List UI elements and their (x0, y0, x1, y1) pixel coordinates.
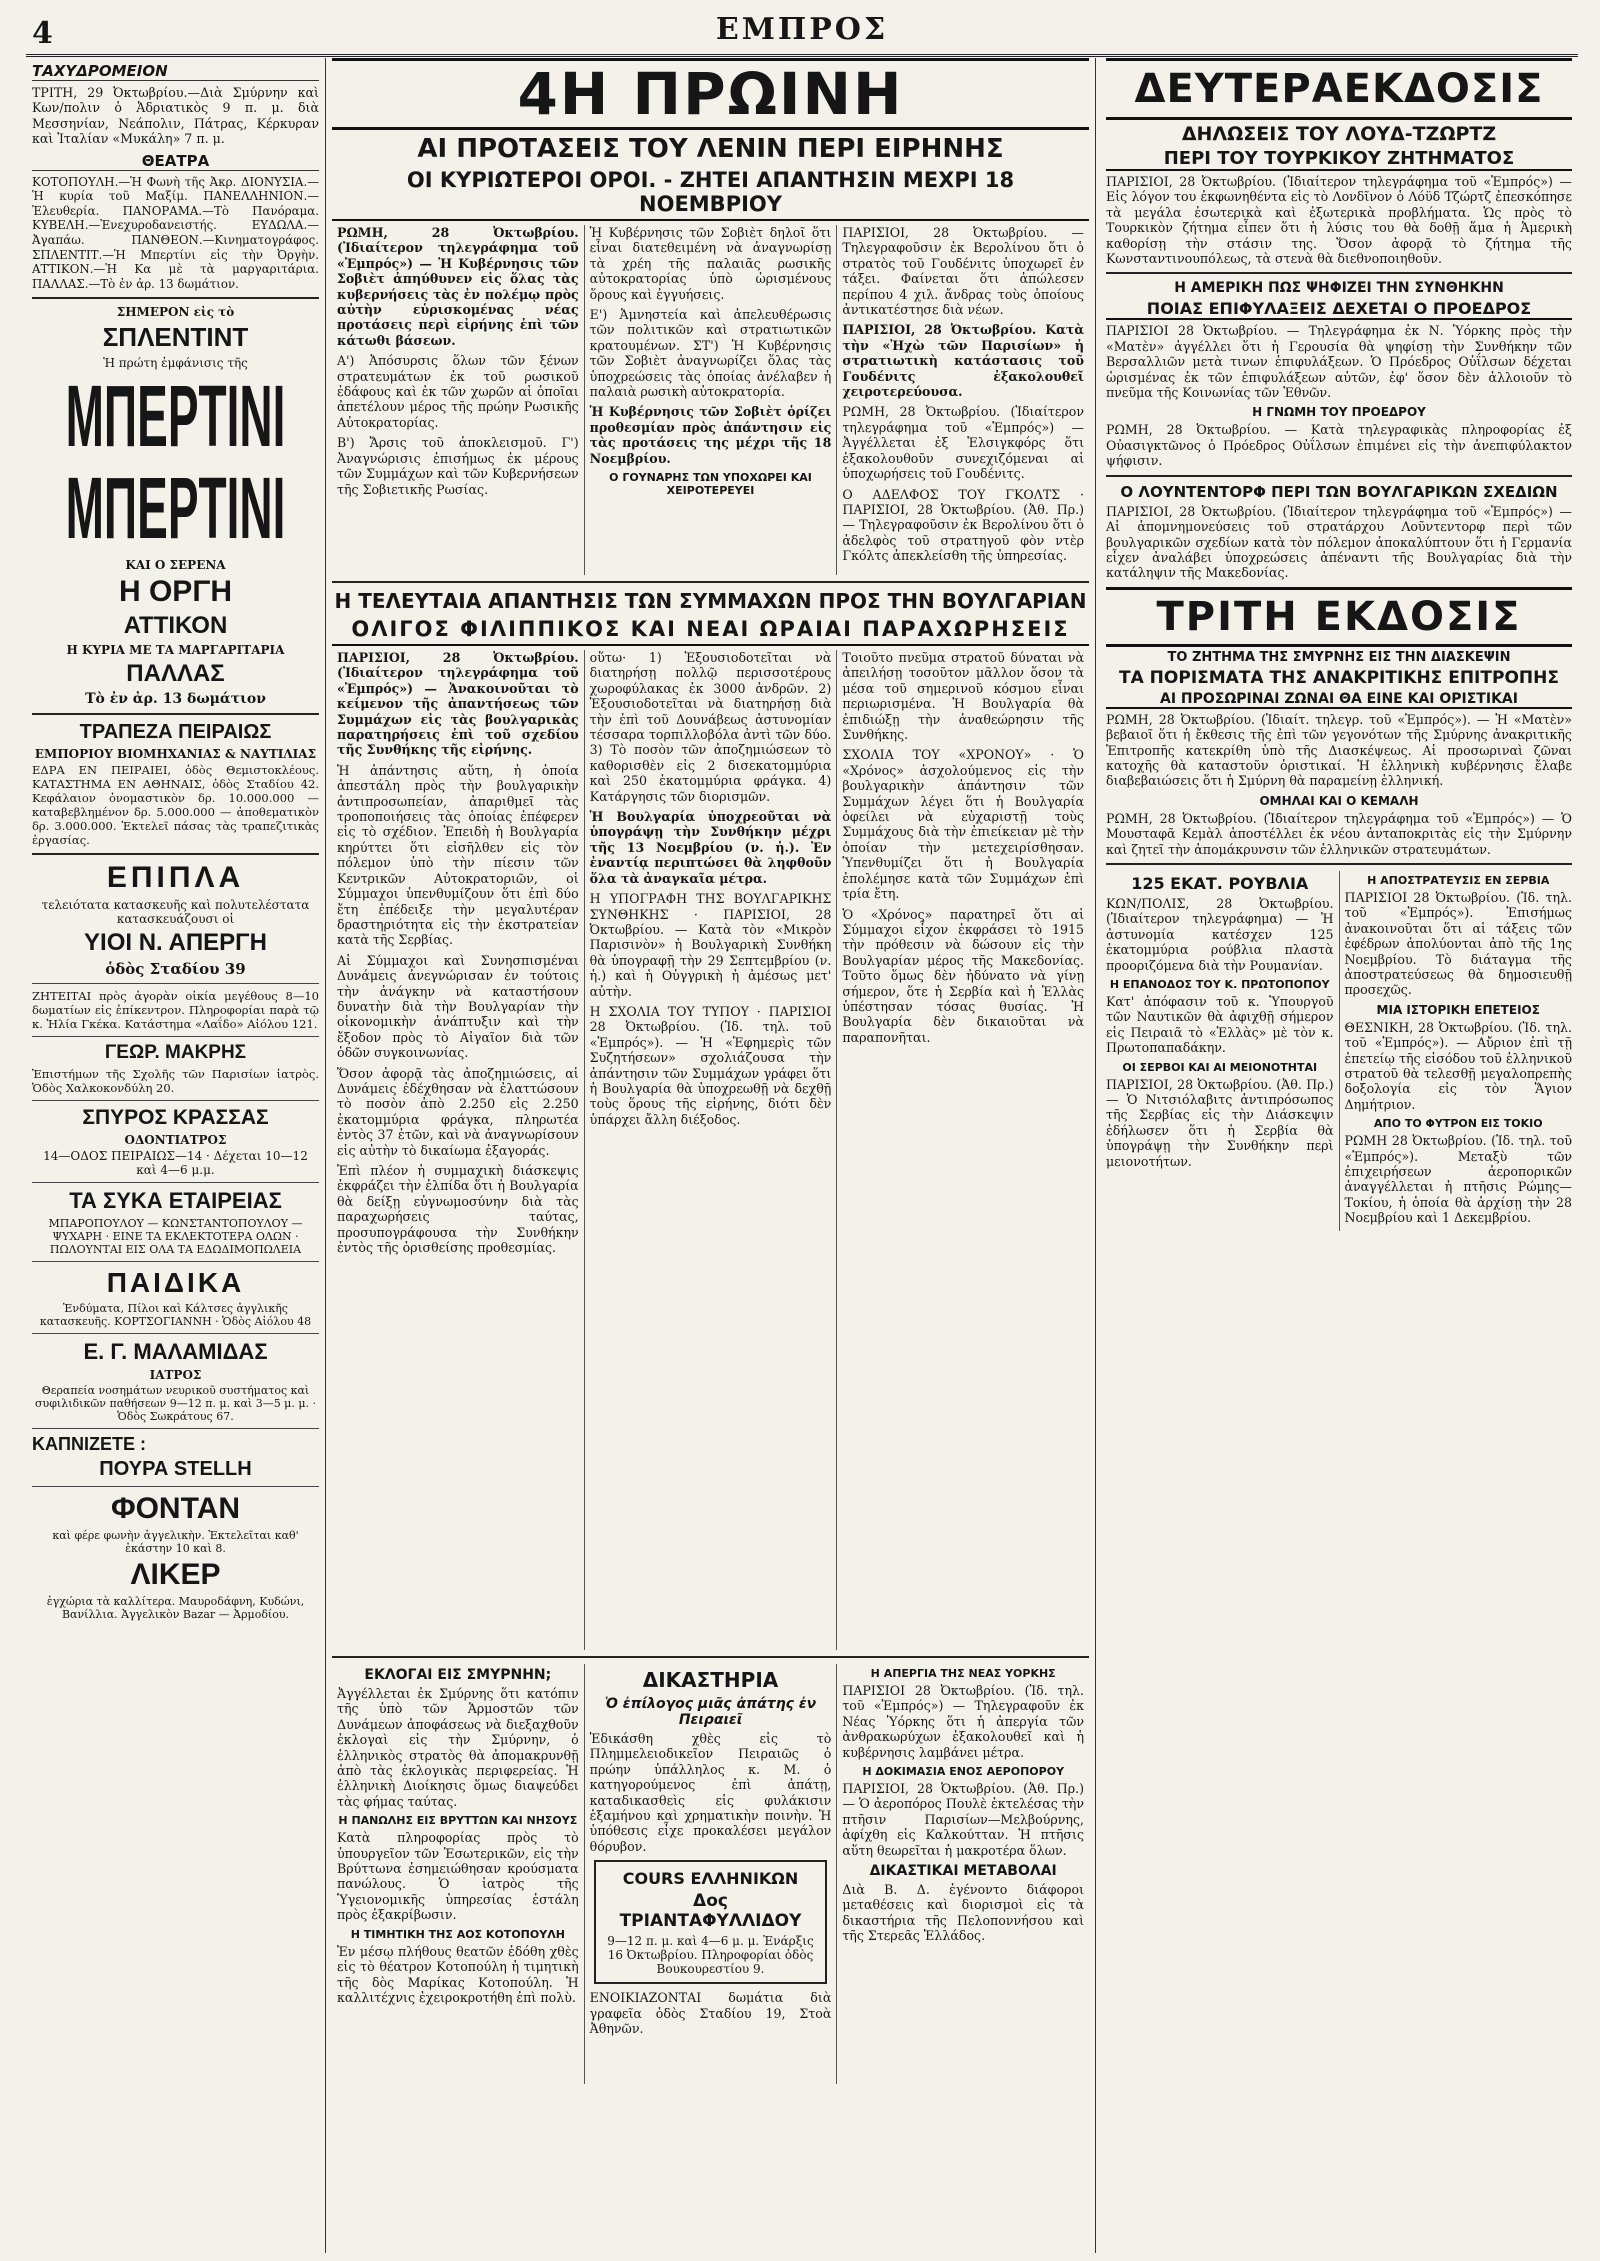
bulgaria-p12: Ὁ «Χρόνος» παρατηρεῖ ὅτι αἱ Σύμμαχοι εἶχον ἐκφράσει τὸ 1915 τὴν πρόθεσιν νὰ δώσουν εἰς τὴν Βουλγαρίαν μέρος τῆς Μακεδονίας. Τοῦτο ὅμως δὲν ἠδύνατο νὰ γίνῃ σήμερον, ὅτε ἡ Σερβία καὶ ἡ Ἑλλὰς ὑπέστησαν τόσας θυσίας. Ἡ Βουλγαρία δὲν δικαιοῦται νὰ παραπονῆται. (842, 906, 1085, 1045)
malamidas-name: Ε. Γ. ΜΑΛΑΜΙΔΑΣ (83, 1339, 268, 1365)
bulgaria-p11: ΣΧΟΛΙΑ ΤΟΥ «ΧΡΟΝΟΥ» · Ὁ «Χρόνος» ἀσχολούμενος εἰς τὴν βουλγαρικὴν ἀπάντησιν τῶν Συμμάχων λέγει ὅτι ἡ Βουλγαρία ὀφείλει νὰ εὐχαριστῇ τοὺς Συμμάχους διὰ τὴν ἐπιείκειαν μὲ τὴν ὁποίαν τὴν μετεχειρίσθησαν. Ὑπενθυμίζει ὅτι ἡ Βουλγαρία ἐπολέμησε κατὰ τῶν Συμμάχων ἐπὶ τρία ἔτη. (842, 747, 1085, 902)
president-heading: Η ΓΝΩΜΗ ΤΟΥ ΠΡΟΕΔΡΟΥ (1252, 405, 1426, 420)
smyrna-elections-text: Ἀγγέλλεται ἐκ Σμύρνης ὅτι κατόπιν τῆς ὑπὸ τῶν Ἁρμοστῶν τῶν Δυνάμεων ἀποφάσεως νὰ διεξαχθοῦν ἐκλογαὶ εἰς τὴν Σμύρνην, ὁ ἑλληνικὸς στρατὸς θὰ ἀπομακρυνθῇ ἀπὸ τὰς ἐκλογικὰς περιφερείας. Ἡ ἑλληνικὴ Διοίκησις ὅμως διαψεύδει τὰς φήμας ταύτας. (337, 1686, 579, 1809)
malamidas-sub: ΙΑΤΡΟΣ (149, 1368, 202, 1383)
lower-news (332, 1664, 1089, 2084)
krassas-address: 14—ΟΔΟΣ ΠΕΙΡΑΙΩΣ—14 · Δέχεται 10—12 καὶ 4—6 μ.μ. (43, 1149, 308, 1178)
roubles-text: ΚΩΝ/ΠΟΛΙΣ, 28 Ὀκτωβρίου. (Ἰδιαίτερον τηλεγράφημα) — Ἡ ἀστυνομία κατέσχεν 125 ἑκατομμύρια ρούβλια πλαστὰ προοριζόμενα διὰ τὴν Ρουμανίαν. (1106, 895, 1334, 973)
orgi-title: Η ΟΡΓΗ (118, 575, 233, 609)
lenin-headline: ΑΙ ΠΡΟΤΑΣΕΙΣ ΤΟΥ ΛΕΝΙΝ ΠΕΡΙ ΕΙΡΗΝΗΣ (417, 134, 1004, 164)
tokyo-heading: ΑΠΟ ΤΟ ΦΥΤΡΟΝ ΕΙΣ ΤΟΚΙΟ (1373, 1117, 1543, 1131)
bulgaria-article (332, 650, 1089, 1650)
furniture-text: τελειότατα κατασκευῆς καὶ πολυτελέστατα κατασκευάζουσι οἱ (41, 898, 310, 927)
bulgaria-p8: Η ΥΠΟΓΡΑΦΗ ΤΗΣ ΒΟΥΛΓΑΡΙΚΗΣ ΣΥΝΘΗΚΗΣ · ΠΑΡΙΣΙΟΙ, 28 Ὀκτωβρίου. — Κατὰ τὸν «Μικρὸν Παρισινὸν» ἡ Βουλγαρικὴ Συνθήκη θὰ ὑπογραφῇ τὴν 29 Σεπτεμβρίου (ν. ἡ.) καὶ ἡ Οὑγγρικὴ ἡ ἀμέσως μετ' αὐτὴν. (589, 891, 832, 999)
judicial-text: Διὰ Β. Δ. ἐγένοντο διάφοροι μεταθέσεις καὶ διορισμοὶ εἰς τὰ δικαστήρια τῆς Πελοποννήσου καὶ τῆς Στερεᾶς Ἑλλάδος. (842, 1882, 1085, 1944)
president-text: ΡΩΜΗ, 28 Ὀκτωβρίου. — Κατὰ τηλεγραφικὰς πληροφορίας ἐξ Οὐασιγκτῶνος ὁ Πρόεδρος Οὐΐλσων ἐπιμένει εἰς τὴν ἀνεπιφύλακτον ψήφισιν. (1106, 422, 1572, 469)
lenin-p2: Α') Ἀπόσυρσις ὅλων τῶν ξένων στρατευμάτων ἐκ τοῦ ρωσικοῦ ἐδάφους καὶ ἐκ τῶν χωρῶν αἱ ὁποῖαι ἀπετέλουν μέρος τῆς πρώην Ρωσικῆς Αὐτοκρατορίας. (337, 353, 579, 430)
lenin-p6: Ἡ Κυβέρνησις τῶν Σοβιὲτ ὁρίζει προθεσμίαν πρὸς ἀπάντησιν εἰς τὰς προτάσεις της μέχρι τῆς 18 Νοεμβρίου. (589, 404, 832, 466)
post-heading: ΤΑΧΥΔΡΟΜΕΙΟΝ (32, 62, 319, 81)
first-appearance: Ἡ πρώτη ἐμφάνισις τῆς (103, 356, 248, 371)
fontan-title: ΦΟΝΤΑΝ (110, 1492, 241, 1526)
wanted-ad: ΖΗΤΕΙΤΑΙ πρὸς ἀγορὰν οἰκία μεγέθους 8—10 δωματίων εἰς ἐπίκεντρον. Πληροφορίαι παρὰ τῷ κ. Ἠλία Γκέκα. Κατάστημα «Λαΐδο» Αἰόλου 121. (32, 989, 319, 1032)
lloyd-george-headline: ΔΗΛΩΣΕΙΣ ΤΟΥ ΛΟΥΔ-ΤΖΩΡΤΖ (1181, 123, 1497, 145)
serena-line: ΚΑΙ Ο ΣΕΡΕΝΑ (125, 558, 226, 573)
theatres-heading: ΘΕΑΤΡΑ (32, 152, 319, 171)
lenin-p10: Ο ΑΔΕΛΦΟΣ ΤΟΥ ΓΚΟΛΤΣ · ΠΑΡΙΣΙΟΙ, 28 Ὀκτωβρίου. (Ἀθ. Πρ.) — Τηλεγραφοῦσιν ἐκ Βερολίνου ὅτι ὁ ἀδελφὸς τοῦ στρατηγοῦ φὸν ντὲρ Γκόλτς ἀπεκλείσθη τῆς ὑπηρεσίας. (842, 486, 1085, 564)
apergis-address: ὁδὸς Σταδίου 39 (105, 960, 246, 979)
smyrna-conference-text: ΡΩΜΗ, 28 Ὀκτωβρίου. (Ἰδιαίτ. τηλεγρ. τοῦ «Ἐμπρός»). — Ἡ «Ματὲν» βεβαιοῖ ὅτι ἡ ἔκθεσις τῆς ἐπὶ τῶν γεγονότων τῆς Σμύρνης ἀνακριτικῆς Ἐπιτροπῆς κατεκρίθη ὑπὸ τῆς Διασκέψεως. Αἱ προσωριναὶ ζῶναι κατοχῆς θὰ καταστοῦν ὁριστικαί. Ἡ ἑλληνικὴ κυβέρνησις ἔλαβε διαβεβαιώσεις ὅτι ἡ Σμύρνη θὰ παραμείνῃ ἑλληνική. (1106, 711, 1572, 789)
america-text: ΠΑΡΙΣΙΟΙ 28 Ὀκτωβρίου. — Τηλεγράφημα ἐκ Ν. Ὑόρκης πρὸς τὴν «Ματὲν» ἀγγέλλει ὅτι ἡ Γερουσία θὰ ψηφίσῃ τὴν Συνθήκην τῶν Βερσαλλιῶν μετὰ τινων ἐπιφυλάξεων. Ὁ Πρόεδρος Οὐΐλσων δέχεται ὡρισμένας ἐκ τῶν ἐπιφυλάξεων αὐτῶν, ἐφ' ὅσον δὲν ἀλλοιοῦν τὸ πνεῦμα τῆς Κοινωνίας τῶν Ἐθνῶν. (1106, 323, 1572, 401)
lenin-p4: Ἡ Κυβέρνησις τῶν Σοβιὲτ δηλοῖ ὅτι εἶναι διατεθειμένη νὰ ἀναγνωρίσῃ τὰ χρέη τῆς παλαιᾶς ρωσικῆς αὐτοκρατορίας ὑπὸ ὡρισμένους ὅρους καὶ ἐγγυήσεις. (589, 225, 832, 302)
america-headline: Η ΑΜΕΡΙΚΗ ΠΩΣ ΨΗΦΙΖΕΙ ΤΗΝ ΣΥΝΘΗΚΗΝ (1174, 280, 1504, 297)
lenin-p5: Ε') Ἀμνηστεία καὶ ἀπελευθέρωσις τῶν πολιτικῶν καὶ στρατιωτικῶν κρατουμένων. ΣΤ') Ἡ Κυβέρνησις τῶν Σοβιὲτ ἀναγνωρίζει ὅλας τὰς ὑποχρεώσεις τὰς ὁποίας ἀνέλαβεν ἡ παλαιὰ ρωσικὴ αὐτοκρατορία. (589, 307, 832, 400)
page-number: 4 (32, 16, 53, 51)
tokyo-text: ΡΩΜΗ 28 Ὀκτωβρίου. (Ἰδ. τηλ. τοῦ «Ἐμπρός»). Μεταξὺ τῶν ἐπιχειρήσεων ἀεροπορικῶν ἀναγγέλλεται ἡ πτῆσις Ρώμης—Τοκίου, ἡ ὁποία θὰ ἀρχίσῃ τὴν 28 Νοεμβρίου καὶ 1 Δεκεμβρίου. (1344, 1133, 1572, 1226)
centre-columns (326, 58, 1096, 2253)
lenin-p9: ΡΩΜΗ, 28 Ὀκτωβρίου. (Ἰδιαίτερον τηλεγράφημα τοῦ «Ἐμπρός») — Ἀγγέλλεται ἐξ Ἑλσιγκφόρς ὅτι ἐξακολουθοῦν συνεχιζόμεναι αἱ ὑποχωρήσεις τοῦ Γουδένιτς. (842, 404, 1085, 482)
anniversary-text: ΘΕΣΝΙΚΗ, 28 Ὀκτωβρίου. (Ἰδ. τηλ. τοῦ «Ἐμπρός»). — Αὔριον ἐπὶ τῇ ἐπετείῳ τῆς εἰσόδου τοῦ ἑλληνικοῦ στρατοῦ θὰ τελεσθῇ μεγαλοπρεπὴς δοξολογία εἰς τὸν Ἅγιον Δημήτριον. (1344, 1019, 1572, 1112)
gounaris-heading: Ο ΓΟΥΝΑΡΗΣ ΤΩΝ ΥΠΟΧΩΡΕΙ ΚΑΙ ΧΕΙΡΟΤΕΡΕΥΕΙ (609, 471, 812, 498)
protopop-heading: Η ΕΠΑΝΟΔΟΣ ΤΟΥ Κ. ΠΡΩΤΟΠΟΠΟΥ (1109, 978, 1330, 991)
furniture-title: ΕΠΙΠΛΑ (106, 861, 245, 895)
lenin-p1: ΡΩΜΗ, 28 Ὀκτωβρίου. (Ἰδιαίτερον τηλεγράφημα τοῦ «Ἐμπρός») — Ἡ Κυβέρνησις τῶν Σοβιὲτ ἀπηύθυνεν εἰς ὅλας τὰς κυβερνήσεις τὰς ἐν πολέμῳ πρὸς αὐτὴν εὑρισκομένας νέας προτάσεις περὶ εἰρήνης ἐπὶ τῶν κάτωθι βάσεων. (337, 225, 579, 348)
aviator-text: ΠΑΡΙΣΙΟΙ, 28 Ὀκτωβρίου. (Ἀθ. Πρ.) — Ὁ ἀεροπόρος Πουλὲ ἐκτελέσας τὴν πτῆσιν Παρισίων—Μελβούρνης, ἀφίχθη εἰς Καλκούτταν. Ἡ πτῆσις αὕτη θεωρεῖται ἡ μακροτέρα ὅλων. (842, 1781, 1085, 1858)
serbs-text: ΠΑΡΙΣΙΟΙ, 28 Ὀκτωβρίου. (Ἀθ. Πρ.) — Ὁ Νιτσιόλαβιτς ἀντιπρόσωπος τῆς Σερβίας εἰς τὴν Διάσκεψιν ἐδήλωσεν ὅτι ἡ Σερβία θὰ ὑπογράψῃ τὴν Συνθήκην περὶ μειονοτήτων. (1106, 1076, 1334, 1169)
right-column (1096, 58, 1578, 2253)
bulgaria-p4: Ὅσον ἀφορᾷ τὰς ἀποζημιώσεις, αἱ Δυνάμεις ἐδέχθησαν νὰ ἐλαττώσουν τὸ ποσὸν ἀπὸ 2.250 εἰς 2.250 ἑκατομμύρια φράγκα, πληρωτέα ἐντὸς 37 ἐτῶν, καὶ νὰ ἀναγνωρίσουν εἰς αὐτὴν τὸ δικαίωμα ἐξαγοράς. (337, 1065, 579, 1158)
plague-heading: Η ΠΑΝΩΛΗΣ ΕΙΣ ΒΡΥΤΤΩΝ ΚΑΙ ΝΗΣΟΥΣ (338, 1814, 578, 1828)
figs-text: ΜΠΑΡΟΠΟΥΛΟΥ — ΚΩΝΣΤΑΝΤΟΠΟΥΛΟΥ — ΨΥΧΑΡΗ · ΕΙΝΕ ΤΑ ΕΚΛΕΚΤΟΤΕΡΑ ΟΛΩΝ · ΠΩΛΟΥΝΤΑΙ ΕΙΣ ΟΛΑ ΤΑ ΕΔΩΔΙΜΟΠΩΛΕΙΑ (48, 1217, 303, 1257)
krassas-name: ΣΠΥΡΟΣ ΚΡΑΣΣΑΣ (82, 1106, 269, 1130)
lenin-subheadline: ΟΙ ΚΥΡΙΩΤΕΡΟΙ ΟΡΟΙ. - ΖΗΤΕΙ ΑΠΑΝΤΗΣΙΝ ΜΕΧΡΙ 18 ΝΟΕΜΒΡΙΟΥ (332, 168, 1089, 221)
masthead: ΕΜΠΡΟΣ (715, 12, 889, 47)
america-sub: ΠΟΙΑΣ ΕΠΙΦΥΛΑΞΕΙΣ ΔΕΧΕΤΑΙ Ο ΠΡΟΕΔΡΟΣ (1106, 299, 1572, 320)
courses-name: Δος ΤΡΙΑΝΤΑΦΥΛΛΙΔΟΥ (619, 1891, 802, 1932)
ludendorff-headline: Ο ΛΟΥΝΤΕΝΤΟΡΦ ΠΕΡΙ ΤΩΝ ΒΟΥΛΓΑΡΙΚΩΝ ΣΧΕΔΙΩΝ (1120, 482, 1558, 501)
demobilisation-heading: Η ΑΠΟΣΤΡΑΤΕΥΣΙΣ ΕΝ ΣΕΡΒΙΑ (1367, 873, 1550, 887)
bank-text: ΕΔΡΑ ΕΝ ΠΕΙΡΑΙΕΙ, ὁδὸς Θεμιστοκλέους. ΚΑΤΑΣΤΗΜΑ ΕΝ ΑΘΗΝΑΙΣ, ὁδὸς Σταδίου 42. Κεφάλαιον ὀνομαστικὸν δρ. 10.000.000 — καταβεβλημένον δρ. 5.000.000 — ἀποθεματικὸν δρ. 3.000.000. Ἐκτελεῖ πάσας τὰς τραπεζιτικὰς ἐργασίας. (32, 763, 319, 848)
lloyd-george-text: ΠΑΡΙΣΙΟΙ, 28 Ὀκτωβρίου. (Ἰδιαίτερον τηλεγράφημα τοῦ «Ἐμπρός») — Εἰς λόγον του ἐκφωνηθέντα εἰς τὸ Λονδῖνον ὁ Λόϋδ Τζώρτζ ἐπεσκόπησε τὰ μεγάλα ἐσωτερικὰ καὶ ἐξωτερικὰ προβλήματα. Ὡς πρὸς τὸ Τουρκικὸν ζήτημα εἶπεν ὅτι ἡ λύσις του θὰ δοθῇ ἅμα ἡ Ἀμερικὴ καθορίσῃ τὴν στάσιν της. Ὅσον ἀφορᾷ τὸ ζήτημα τῆς Κωνσταντινουπόλεως, τὰ στενὰ θὰ διεθνοποιηθοῦν. (1106, 174, 1572, 267)
lloyd-george-sub: ΠΕΡΙ ΤΟΥ ΤΟΥΡΚΙΚΟΥ ΖΗΤΗΜΑΤΟΣ (1106, 148, 1572, 171)
bulgaria-p2: Ἡ ἀπάντησις αὕτη, ἡ ὁποία ἀπεστάλη πρὸς τὴν βουλγαρικὴν ἀντιπροσωπείαν, ἀπαριθμεῖ τὰς τροποποιήσεις τὰς ὁποίας ἐπέφερεν εἰς τὸ σχέδιον. Ἐπειδὴ ἡ Βουλγαρία κηρύττει ὅτι εἰσῆλθεν εἰς τὸν πόλεμον ὑπὸ τὴν πίεσιν τῶν Κεντρικῶν Αὐτοκρατοριῶν, οἱ Σύμμαχοι ὑπενθυμίζουν ὅτι ἐπὶ δύο ἔτη ἐπέδειξε τὴν μεγαλυτέραν δραστηριότητα εἰς τὴν ἐκστρατείαν κατὰ τῆς Σερβίας. (337, 762, 579, 948)
ludendorff-text: ΠΑΡΙΣΙΟΙ, 28 Ὀκτωβρίου. (Ἰδιαίτερον τηλεγράφημα τοῦ «Ἐμπρός») — Αἱ ἀπομνημονεύσεις τοῦ στρατάρχου Λοῦντεντορφ περὶ τῶν βουλγαρικῶν σχεδίων κατὰ τὸν πόλεμον ἀποκαλύπτουν ὅτι ἡ Γερμανία εἶχεν ἀναλάβει ὑποχρεώσεις ἀπέναντι τῆς Βουλγαρίας διὰ τὴν κατάληψιν τῆς Μακεδονίας. (1106, 503, 1572, 581)
bertini-title-2: ΜΠΕΡΤΙΝΙ (65, 458, 286, 558)
kids-text: Ἐνδύματα, Πίλοι καὶ Κάλτσες ἀγγλικῆς κατασκευῆς. ΚΟΡΤΣΟΓΙΑΝΝΗ · Ὁδὸς Αἰόλου 48 (39, 1302, 312, 1329)
roubles-headline: 125 ΕΚΑΤ. ΡΟΥΒΛΙΑ (1131, 873, 1309, 893)
lenin-p8: ΠΑΡΙΣΙΟΙ, 28 Ὀκτωβρίου. Κατὰ τὴν «Ἠχὼ τῶν Παρισίων» ἡ στρατιωτικὴ κατάστασις τοῦ Γουδένιτς ἐξακολουθεῖ χειροτερεύουσα. (842, 322, 1085, 400)
fontan-text: καὶ φέρε φωνὴν ἀγγελικὴν. Ἐκτελεῖται καθ' ἑκάστην 10 καὶ 8. (52, 1529, 299, 1556)
lenin-p7: ΠΑΡΙΣΙΟΙ, 28 Ὀκτωβρίου. — Τηλεγραφοῦσιν ἐκ Βερολίνου ὅτι ὁ στρατὸς τοῦ Γουδένιτς ὑποχωρεῖ ἐν τάξει. Φαίνεται ὅτι ἀπώλεσεν περίπου 4 χιλ. ἄνδρας τοὺς ὁποίους ἀντικατέστησε διὰ νέων. (842, 225, 1085, 318)
courts-heading: ΔΙΚΑΣΤΗΡΙΑ (642, 1668, 779, 1692)
smyrna-conference-headline: ΤΟ ΖΗΤΗΜΑ ΤΗΣ ΣΜΥΡΝΗΣ ΕΙΣ ΤΗΝ ΔΙΑΣΚΕΨΙΝ (1167, 649, 1511, 665)
lenin-article (332, 225, 1089, 575)
bulgaria-p7: Ἡ Βουλγαρία ὑποχρεοῦται νὰ ὑπογράψῃ τὴν Συνθήκην μέχρι τῆς 13 Νοεμβρίου (ν. ἡ.). Ἐν ἐναντίᾳ περιπτώσει θὰ ληφθοῦν ὅλα τὰ ἀναγκαῖα μέτρα. (589, 809, 832, 886)
bulgaria-p5: Ἐπὶ πλέον ἡ συμμαχικὴ διάσκεψις ἐκφράζει τὴν ἐλπίδα ὅτι ἡ Βουλγαρία θὰ δείξῃ εὐγνωμοσύνην διὰ τὰς παραχωρήσεις ταύτας, προσυπογράφουσα τὴν Συνθήκην ἐντὸς τῆς ὁρισθείσης προθεσμίας. (337, 1163, 579, 1256)
kemal-text: ΡΩΜΗ, 28 Ὀκτωβρίου. (Ἰδιαίτερον τηλεγράφημα τοῦ «Ἐμπρός») — Ὁ Μουσταφᾶ Κεμὰλ ἀποστέλλει ἐκ νέου ἀνταποκριτὰς εἰς τὴν Σμύρνην καὶ ζητεῖ τὴν ἀπομάκρυνσιν τῶν ἑλληνικῶν στρατευμάτων. (1106, 810, 1572, 857)
strike-text: ΠΑΡΙΣΙΟΙ 28 Ὀκτωβρίου. (Ἰδ. τηλ. τοῦ «Ἐμπρός») — Τηλεγραφοῦν ἐκ Νέας Ὑόρκης ὅτι ἡ ἀπεργία τῶν ἀνθρακωρύχων ἐξακολουθεῖ καὶ ἡ κυβέρνησις λαμβάνει μέτρα. (842, 1683, 1085, 1760)
bulgaria-p10: Τοιοῦτο πνεῦμα στρατοῦ δύναται νὰ ἀπειλήσῃ τοσοῦτον μᾶλλον ὅσον τὰ μέσα τοῦ σημερινοῦ κόσμου εἶναι περιωρισμένα. Ἡ Βουλγαρία θὰ ἐπιδιώξῃ τὴν ἀναθεώρησιν τῆς Συνθήκης. (842, 650, 1085, 743)
malamidas-text: Θεραπεία νοσημάτων νευρικοῦ συστήματος καὶ συφιλιδικῶν παθήσεων 9—12 π. μ. καὶ 3—5 μ. μ. · Ὁδὸς Σωκράτους 67. (35, 1384, 316, 1424)
bank-title: ΤΡΑΠΕΖΑ ΠΕΙΡΑΙΩΣ (79, 721, 272, 744)
today-line: ΣΗΜΕΡΟΝ εἰς τὸ (116, 305, 235, 320)
pallas-sub: Τὸ ἐν ἀρ. 13 δωμάτιον (85, 691, 266, 708)
judicial-heading: ΔΙΚΑΣΤΙΚΑΙ ΜΕΤΑΒΟΛΑΙ (869, 1863, 1057, 1880)
page-header (26, 14, 1578, 57)
cigar-brand: ΠΟΥΡΑ STELLH (99, 1458, 252, 1481)
strike-heading: Η ΑΠΕΡΓΙΑ ΤΗΣ ΝΕΑΣ ΥΟΡΚΗΣ (870, 1667, 1056, 1680)
aviator-heading: Η ΔΟΚΙΜΑΣΙΑ ΕΝΟΣ ΑΕΡΟΠΟΡΟΥ (862, 1765, 1065, 1779)
courses-title: COURS ΕΛΛΗΝΙΚΩΝ (622, 1869, 799, 1889)
courts-text: Ἐδικάσθη χθὲς εἰς τὸ Πλημμελειοδικεῖον Πειραιῶς ὁ πρώην ὑπάλληλος κ. Μ. ὁ κατηγορούμενος ἐπὶ ἀπάτῃ, καταδικασθεὶς εἰς φυλάκισιν ἑξαμήνου καὶ χρηματικὴν ποινὴν. Ἡ ὑπόθεσις εἶχε προκαλέσει μεγάλον θόρυβον. (589, 1731, 832, 1854)
apergis-name: ΥΙΟΙ Ν. ΑΠΕΡΓΗ (84, 929, 267, 957)
bulgaria-p6: οὕτω· 1) Ἐξουσιοδοτεῖται νὰ διατηρήσῃ πολλῷ περισσοτέρους χωροφύλακας ἐκ 3000 ἀνδρῶν. 2) Ἐξουσιοδοτεῖται νὰ διατηρήσῃ διὰ τὴν ἐπὶ τοῦ Δουνάβεως ἀστυνομίαν τέσσαρα τορπιλλοβόλα ἀντὶ τῶν δύο. 3) Τὸ ποσὸν τῶν ἀποζημιώσεων τὸ καθορισθὲν εἰς 2 δισεκατομμύρια καὶ 250 ἑκατομμύρια φράγκα. 4) Κατάργησις τῶν διορισμῶν. (589, 650, 832, 804)
kemal-heading: ΟΜΗΛΑΙ ΚΑΙ Ο ΚΕΜΑΛΗ (1259, 793, 1419, 808)
third-edition-title: ΤΡΙΤΗ ΕΚΔΟΣΙΣ (1106, 587, 1572, 647)
protopop-text: Κατ' ἀπόφασιν τοῦ κ. Ὑπουργοῦ τῶν Ναυτικῶν θὰ ἀφιχθῇ σήμερον εἰς Πειραιᾶ τὸ «Ἑλλὰς» μὲ τὸν κ. Πρωτοπαπαδάκην. (1106, 994, 1334, 1056)
bulgaria-p9: Η ΣΧΟΛΙΑ ΤΟΥ ΤΥΠΟΥ · ΠΑΡΙΣΙΟΙ 28 Ὀκτωβρίου. (Ἰδ. τηλ. τοῦ «Ἐμπρός»). — Ἡ «Ἐφημερὶς τῶν Συζητήσεων» σχολιάζουσα τὴν ἀπάντησιν τῶν Συμμάχων γράφει ὅτι ἡ Βουλγαρία θὰ ὑποχρεωθῇ νὰ δεχθῇ τοὺς ὅρους τῆς εἰρήνης, διότι δὲν ὑπάρχει ἄλλη διέξοδος. (589, 1003, 832, 1127)
left-column (26, 58, 326, 2253)
bertini-title-1: ΜΠΕΡΤΙΝΙ (65, 366, 286, 466)
bank-sub: ΕΜΠΟΡΙΟΥ ΒΙΟΜΗΧΑΝΙΑΣ & ΝΑΥΤΙΛΙΑΣ (34, 747, 317, 762)
morning-edition-title: 4Η ΠΡΩΙΝΗ (332, 58, 1089, 130)
plague-text: Κατὰ πληροφορίας πρὸς τὸ ὑπουργεῖον τῶν Ἐσωτερικῶν, εἰς τὴν Βρύττωνα ἐσημειώθησαν κρούσματα πανώλους. Ὁ ἰατρὸς τῆς Ὑγειονομικῆς ὑπηρεσίας ἐστάλη πρὸς ἐξακρίβωσιν. (337, 1830, 579, 1923)
smyrna-elections-heading: ΕΚΛΟΓΑΙ ΕΙΣ ΣΜΥΡΝΗΝ; (364, 1667, 552, 1683)
attikon-ad: ΑΤΤΙΚΟΝ (123, 612, 228, 640)
figs-title: ΤΑ ΣΥΚΑ ΕΤΑΙΡΕΙΑΣ (69, 1188, 282, 1214)
smoke-line: ΚΑΠΝΙΖΕΤΕ : (32, 1434, 146, 1455)
anniversary-heading: ΜΙΑ ΙΣΤΟΡΙΚΗ ΕΠΕΤΕΙΟΣ (1376, 1002, 1540, 1017)
pallas-ad: ΠΑΛΛΑΣ (126, 660, 225, 688)
bulgaria-p3: Αἱ Σύμμαχοι καὶ Συνησπισμέναι Δυνάμεις ἀνεγνώρισαν ἐν τούτοις τὴν ἀνάγκην νὰ καταστήσουν δυνατὴν διὰ τὴν Βουλγαρίαν τὴν οἰκονομικὴν ἀνάπτυξιν καὶ τὴν ἔξοδον πρὸς τὸ Αἰγαῖον διὰ τῶν ὁδῶν συγκοινωνίας. (337, 952, 579, 1061)
zones-headline: ΑΙ ΠΡΟΣΩΡΙΝΑΙ ΖΩΝΑΙ ΘΑ ΕΙΝΕ ΚΑΙ ΟΡΙΣΤΙΚΑΙ (1106, 691, 1572, 709)
rent-ad: ΕΝΟΙΚΙΑΖΟΝΤΑΙ δωμάτια διὰ γραφεῖα ὁδὸς Σταδίου 19, Στοὰ Ἀθηνῶν. (589, 1990, 832, 2037)
splendid-ad: ΣΠΛΕΝΤΙΝΤ (102, 322, 249, 353)
commission-headline: ΤΑ ΠΟΡΙΣΜΑΤΑ ΤΗΣ ΑΝΑΚΡΙΤΙΚΗΣ ΕΠΙΤΡΟΠΗΣ (1119, 667, 1559, 688)
liqueur-text: ἐγχώρια τὰ καλλίτερα. Μαυροδάφνη, Κυδώνι, Βανίλλια. Ἀγγελικὸν Bazar — Ἀρμοδίου. (46, 1595, 305, 1622)
kyria-line: Η ΚΥΡΙΑ ΜΕ ΤΑ ΜΑΡΓΑΡΙΤΑΡΙΑ (66, 643, 285, 658)
second-edition-title: ΔΕΥΤΕΡΑΕΚΔΟΣΙΣ (1106, 58, 1572, 120)
makris-name: ΓΕΩΡ. ΜΑΚΡΗΣ (104, 1042, 247, 1064)
demobilisation-text: ΠΑΡΙΣΙΟΙ 28 Ὀκτωβρίου. (Ἰδ. τηλ. τοῦ «Ἐμπρός»). Ἐπισήμως ἀνακοινοῦται ὅτι αἱ τάξεις τῶν ἐφέδρων ἀπολύονται ἀπὸ τῆς 1ης Νοεμβρίου. Τὸ διάταγμα τῆς ἀποστρατεύσεως θὰ δημοσιευθῇ προσεχῶς. (1344, 889, 1572, 998)
lenin-p3: Β') Ἄρσις τοῦ ἀποκλεισμοῦ. Γ') Ἀναγνώρισις ἐπισήμως ἐκ μέρους τῶν Συμμάχων καὶ τῶν Κυβερνήσεων τῆς Σοβιετικῆς Ρωσίας. (337, 435, 579, 497)
bulgaria-headline: Η ΤΕΛΕΥΤΑΙΑ ΑΠΑΝΤΗΣΙΣ ΤΩΝ ΣΥΜΜΑΧΩΝ ΠΡΟΣ ΤΗΝ ΒΟΥΛΓΑΡΙΑΝ (334, 589, 1087, 613)
liqueur-title: ΛΙΚΕΡ (130, 1558, 221, 1592)
kotopouli-heading: Η ΤΙΜΗΤΙΚΗ ΤΗΣ ΑΟΣ ΚΟΤΟΠΟΥΛΗ (350, 1927, 565, 1941)
kids-title: ΠΑΙΔΙΚΑ (106, 1267, 245, 1299)
kotopouli-text: Ἐν μέσῳ πλήθους θεατῶν ἐδόθη χθὲς εἰς τὸ θέατρον Κοτοπούλη ἡ τιμητικὴ τῆς δὸς Μαρίκας Κοτοπούλη. Ἡ καλλιτέχνις ἐχειροκροτήθη ἐπὶ πολὺ. (337, 1943, 579, 2005)
serbs-heading: ΟΙ ΣΕΡΒΟΙ ΚΑΙ ΑΙ ΜΕΙΟΝΟΤΗΤΑΙ (1122, 1060, 1318, 1074)
courses-text: 9—12 π. μ. καὶ 4—6 μ. μ. Ἐνάρξις 16 Ὀκτωβρίου. Πληροφορίαι ὁδὸς Βουκουρεστίου 9. (607, 1934, 814, 1977)
post-text: ΤΡΙΤΗ, 29 Ὀκτωβρίου.—Διὰ Σμύρνην καὶ Κων/πολιν ὁ Ἀδριατικὸς 9 π. μ. διὰ Μεσσηνίαν, Νεάπολιν, Πάτρας, Κέρκυραν καὶ Ἰταλίαν «Μυκάλη» 7 π. μ. (32, 85, 319, 147)
bulgaria-subheadline: ΟΛΙΓΟΣ ΦΙΛΙΠΠΙΚΟΣ ΚΑΙ ΝΕΑΙ ΩΡΑΙΑΙ ΠΑΡΑΧΩΡΗΣΕΙΣ (332, 617, 1089, 646)
courts-subheading: Ὁ ἐπίλογος μιᾶς ἀπάτης ἐν Πειραιεῖ (604, 1696, 817, 1728)
theatres-text: ΚΟΤΟΠΟΥΛΗ.—Ἡ Φωνὴ τῆς Ἀκρ. ΔΙΟΝΥΣΙΑ.—Ἡ κυρία τοῦ Μαξίμ. ΠΑΝΕΛΛΗΝΙΟΝ.—Ἐλευθερία. ΠΑΝΟΡΑΜΑ.—Τὸ Πανόραμα. ΚΥΒΕΛΗ.—Ἐνεχυροδανειστής. ΕΥΔΩΛΑ.—Ἀγαπάω. ΠΑΝΘΕΟΝ.—Κινηματογράφος. ΣΠΛΕΝΤΙΤ.—Ἡ Μπερτίνι εἰς τὴν Ὀργὴν. ΑΤΤΙΚΟΝ.—Ἡ Κα μὲ τὰ μαργαριτάρια. ΠΑΛΛΑΣ.—Τὸ ἐν ἀρ. 13 δωμάτιον. (32, 174, 319, 291)
krassas-sub: ΟΔΟΝΤΙΑΤΡΟΣ (124, 1133, 227, 1148)
bulgaria-p1: ΠΑΡΙΣΙΟΙ, 28 Ὀκτωβρίου. (Ἰδιαίτερον τηλεγράφημα τοῦ «Ἐμπρός») — Ἀνακοινοῦται τὸ κείμενον τῆς ἀπαντήσεως τῶν Συμμάχων εἰς τὰς βουλγαρικὰς παρατηρήσεις ἐπὶ τοῦ σχεδίου τῆς Συνθήκης τῆς εἰρήνης. (337, 650, 579, 758)
makris-text: Ἐπιστήμων τῆς Σχολῆς τῶν Παρισίων ἰατρὸς. Ὁδὸς Χαλκοκονδύλη 20. (32, 1067, 319, 1096)
